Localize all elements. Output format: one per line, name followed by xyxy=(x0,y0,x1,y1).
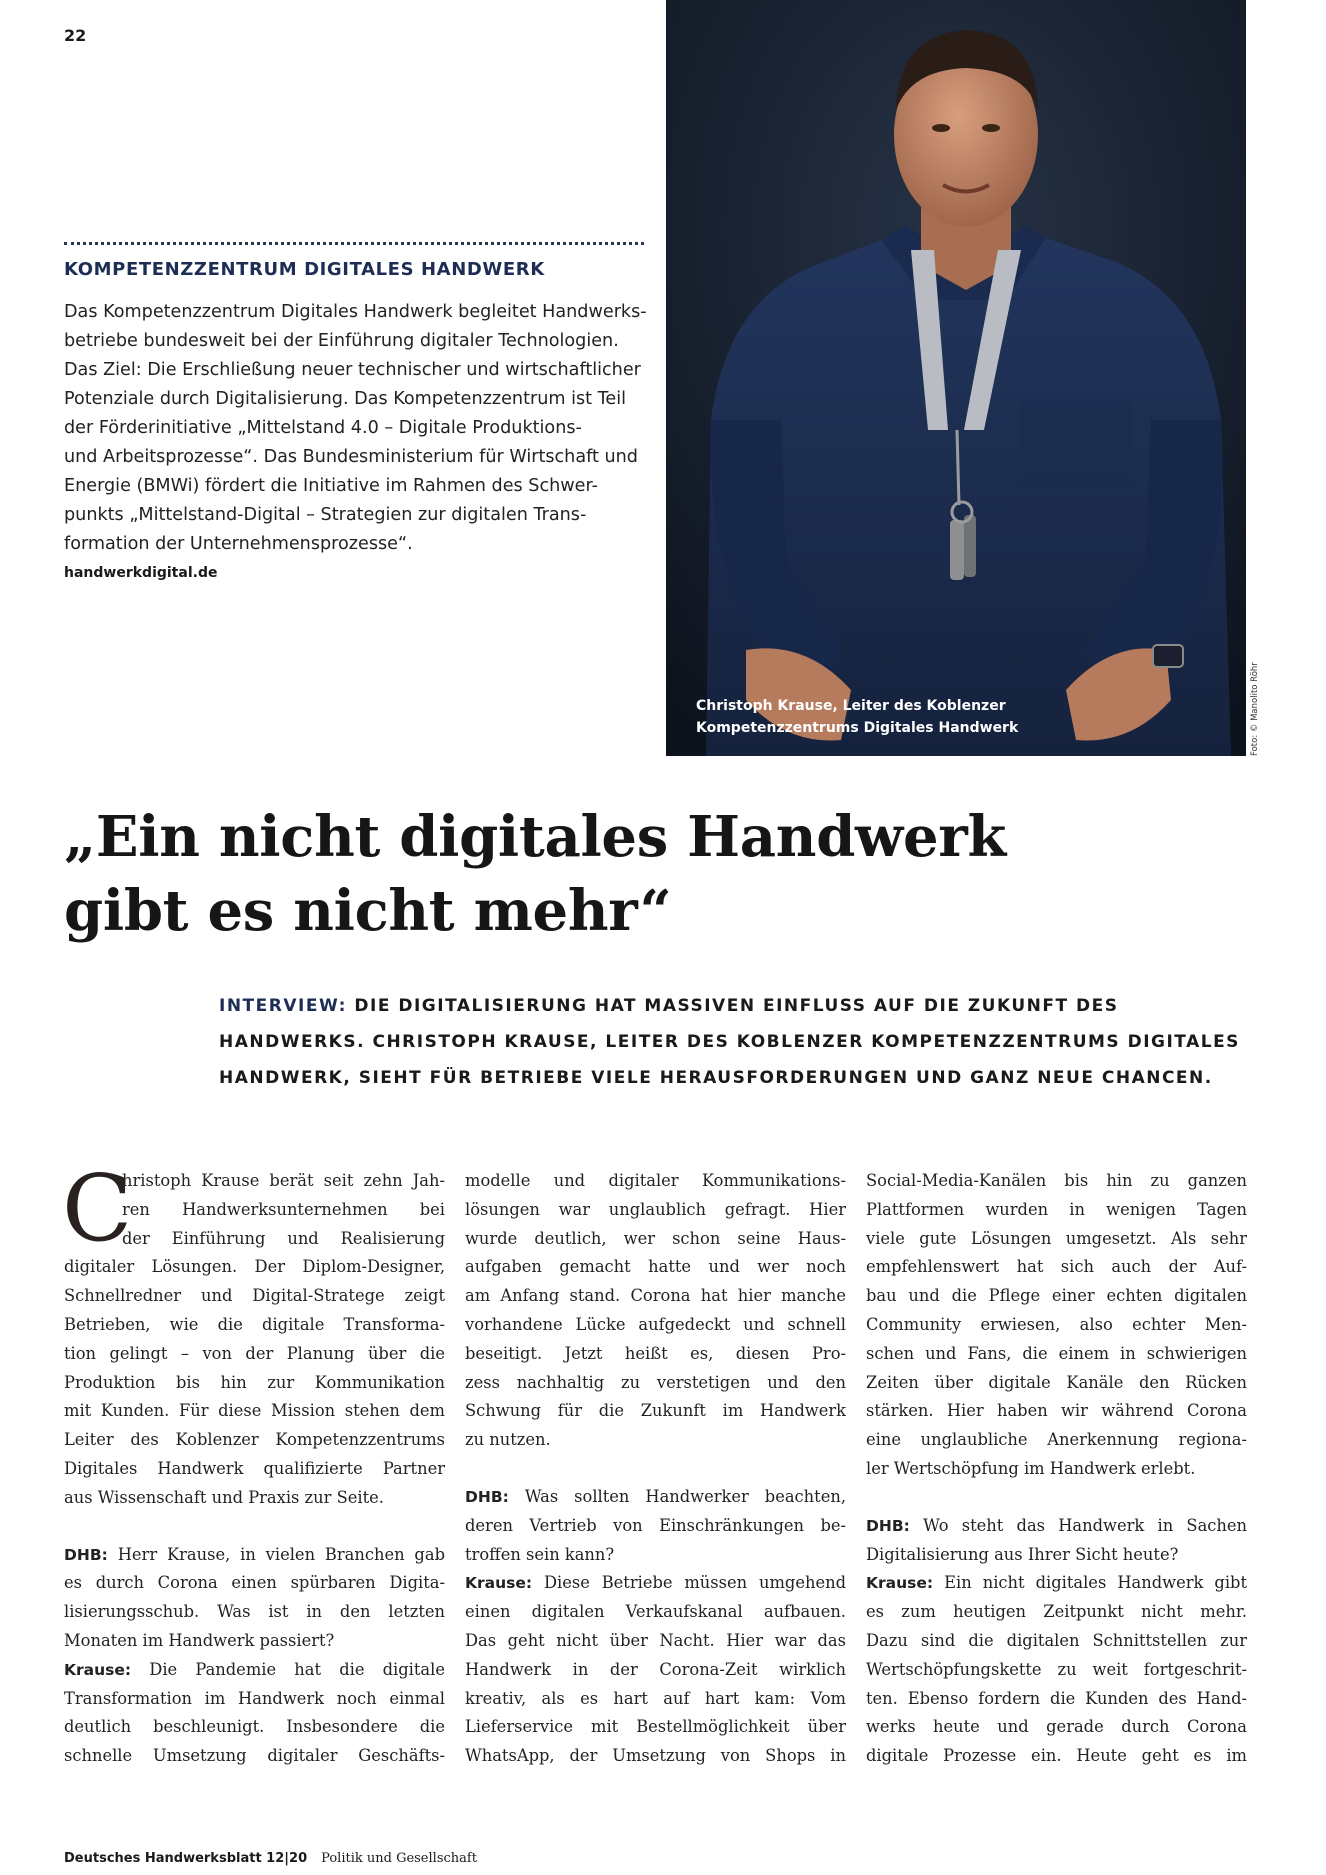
article-line: lösungen war unglaublich gefragt. Hier xyxy=(465,1199,846,1219)
headline xyxy=(64,800,1006,948)
article-line: empfehlenswert hat sich auch der Auf- xyxy=(866,1257,1247,1277)
photo-caption-line: Christoph Krause, Leiter des Koblenzer xyxy=(696,698,1006,714)
article-line: stärken. Hier haben wir während Corona xyxy=(866,1401,1247,1421)
answer-line: werks heute und gerade durch Corona xyxy=(866,1717,1247,1737)
info-box-line: Energie (BMWi) fördert die Initiative im Rahmen des Schwer- xyxy=(64,476,598,496)
info-box xyxy=(64,242,647,581)
question-line: Digitalisierung aus Ihrer Sicht heute? xyxy=(866,1544,1179,1564)
info-box-body xyxy=(64,298,647,559)
article-line: Digitales Handwerk qualifizierte Partner xyxy=(64,1458,445,1478)
article-line: der Einführung und Realisierung xyxy=(122,1228,445,1248)
article-line: bau und die Pflege einer echten digitalen xyxy=(866,1286,1247,1306)
article-column-2 xyxy=(465,1167,846,1771)
portrait-photo xyxy=(666,0,1246,756)
article-line: ren Handwerksunternehmen bei xyxy=(122,1199,445,1219)
answer-line xyxy=(64,1656,445,1685)
article-line: Community erwiesen, also echter Men- xyxy=(866,1314,1247,1334)
answer-line: Das geht nicht über Nacht. Hier war das xyxy=(465,1630,846,1650)
info-box-line: Das Ziel: Die Erschließung neuer technischer und wirtschaftlicher xyxy=(64,360,641,380)
question-label: DHB: xyxy=(465,1487,509,1506)
info-box-link[interactable]: handwerkdigital.de xyxy=(64,565,218,581)
lead-kicker: INTERVIEW: xyxy=(219,996,347,1016)
photo-caption xyxy=(696,695,1018,739)
question-label: DHB: xyxy=(64,1545,108,1564)
article-line: vorhandene Lücke aufgedeckt und schnell xyxy=(465,1314,846,1334)
footer-section: Politik und Gesellschaft xyxy=(321,1851,477,1866)
page-footer xyxy=(64,1851,477,1866)
article-line: eine unglaubliche Anerkennung regiona- xyxy=(866,1430,1247,1450)
article-line: hristoph Krause berät seit zehn Jah- xyxy=(122,1171,445,1190)
question-line: Monaten im Handwerk passiert? xyxy=(64,1630,335,1650)
answer-line: schnelle Umsetzung digitaler Geschäfts- xyxy=(64,1746,445,1766)
answer-text: Diese Betriebe müssen umgehend xyxy=(532,1573,846,1593)
question-text: Wo steht das Handwerk in Sachen xyxy=(909,1515,1247,1535)
article-line: Schnellredner und Digital-Stratege zeigt xyxy=(64,1286,445,1306)
question-text: Was sollten Handwerker beachten, xyxy=(508,1486,846,1506)
answer-line: Lieferservice mit Bestellmöglichkeit über xyxy=(465,1717,846,1737)
question-line xyxy=(64,1541,445,1570)
answer-line xyxy=(465,1569,846,1598)
page-number: 22 xyxy=(64,26,87,45)
article-line: digitaler Lösungen. Der Diplom-Designer, xyxy=(64,1257,445,1277)
lead-paragraph xyxy=(219,988,1240,1096)
info-box-line: der Förderinitiative „Mittelstand 4.0 – Digitale Produktions- xyxy=(64,418,582,438)
info-box-line: formation der Unternehmensprozesse“. xyxy=(64,534,413,554)
answer-line: deutlich beschleunigt. Insbesondere die xyxy=(64,1717,445,1737)
lead-line: HANDWERK, SIEHT FÜR BETRIEBE VIELE HERAUSFORDERUNGEN UND GANZ NEUE CHANCEN. xyxy=(219,1068,1213,1088)
answer-line: Transformation im Handwerk noch einmal xyxy=(64,1688,445,1708)
article-line: ler Wertschöpfung im Handwerk erlebt. xyxy=(866,1458,1196,1478)
article-line: zess nachhaltig zu verstetigen und den xyxy=(465,1372,846,1392)
drop-cap: C xyxy=(62,1155,133,1262)
article-line: Zeiten über digitale Kanäle den Rücken xyxy=(866,1372,1247,1392)
headline-line: gibt es nicht mehr“ xyxy=(64,878,672,944)
info-box-line: betriebe bundesweit bei der Einführung digitaler Technologien. xyxy=(64,331,619,351)
info-box-title: KOMPETENZZENTRUM DIGITALES HANDWERK xyxy=(64,259,545,280)
answer-line: es zum heutigen Zeitpunkt nicht mehr. xyxy=(866,1602,1247,1622)
article-line: Social-Media-Kanälen bis hin zu ganzen xyxy=(866,1171,1247,1190)
article-line: aufgaben gemacht hatte und wer noch xyxy=(465,1257,846,1277)
article-line: viele gute Lösungen umgesetzt. Als sehr xyxy=(866,1228,1247,1248)
lead-line xyxy=(219,988,1240,1024)
article-line: wurde deutlich, wer schon seine Haus- xyxy=(465,1228,846,1248)
answer-line: ten. Ebenso fordern die Kunden des Hand- xyxy=(866,1688,1247,1708)
answer-line: Dazu sind die digitalen Schnittstellen zur xyxy=(866,1630,1247,1650)
footer-publication: Deutsches Handwerksblatt 12|20 xyxy=(64,1851,308,1866)
answer-line: WhatsApp, der Umsetzung von Shops in xyxy=(465,1746,846,1766)
article-line: am Anfang stand. Corona hat hier manche xyxy=(465,1286,846,1306)
question-line: troffen sein kann? xyxy=(465,1544,615,1564)
article-line: zu nutzen. xyxy=(465,1430,551,1450)
article-line: Schwung für die Zukunft im Handwerk xyxy=(465,1401,846,1421)
info-box-line: und Arbeitsprozesse“. Das Bundesministerium für Wirtschaft und xyxy=(64,447,638,467)
article-line: Leiter des Koblenzer Kompetenzzentrums xyxy=(64,1430,445,1450)
answer-label: Krause: xyxy=(64,1660,132,1679)
info-box-line: Potenziale durch Digitalisierung. Das Kompetenzzentrum ist Teil xyxy=(64,389,627,409)
info-box-line: Das Kompetenzzentrum Digitales Handwerk begleitet Handwerks- xyxy=(64,302,647,322)
answer-line: kreativ, als es hart auf hart kam: Vom xyxy=(465,1688,846,1708)
question-label: DHB: xyxy=(866,1516,910,1535)
question-line: es durch Corona einen spürbaren Digita- xyxy=(64,1573,445,1593)
answer-text: Ein nicht digitales Handwerk gibt xyxy=(933,1573,1247,1593)
question-text: Herr Krause, in vielen Branchen gab xyxy=(107,1544,445,1564)
lead-text: DIE DIGITALISIERUNG HAT MASSIVEN EINFLUSS AUF DIE ZUKUNFT DES xyxy=(346,996,1119,1016)
article-line: mit Kunden. Für diese Mission stehen dem xyxy=(64,1401,445,1421)
article-line: aus Wissenschaft und Praxis zur Seite. xyxy=(64,1487,384,1507)
dotted-divider xyxy=(64,242,644,245)
question-line xyxy=(465,1483,846,1512)
answer-line: einen digitalen Verkaufskanal aufbauen. xyxy=(465,1602,846,1622)
question-line: deren Vertrieb von Einschränkungen be- xyxy=(465,1515,846,1535)
article-line: schen und Fans, die einem in schwierigen xyxy=(866,1343,1247,1363)
answer-label: Krause: xyxy=(465,1574,533,1593)
article-line: modelle und digitaler Kommunikations- xyxy=(465,1171,846,1190)
headline-line: „Ein nicht digitales Handwerk xyxy=(64,804,1006,870)
info-box-line: punkts „Mittelstand-Digital – Strategien zur digitalen Trans- xyxy=(64,505,587,525)
article-line: Plattformen wurden in wenigen Tagen xyxy=(866,1199,1247,1219)
answer-line: Wertschöpfungskette zu weit fortgeschrit- xyxy=(866,1659,1247,1679)
answer-label: Krause: xyxy=(866,1574,934,1593)
answer-text: Die Pandemie hat die digitale xyxy=(131,1659,445,1679)
portrait-illustration xyxy=(666,0,1246,756)
answer-line: Handwerk in der Corona-Zeit wirklich xyxy=(465,1659,846,1679)
article-line: tion gelingt – von der Planung über die xyxy=(64,1343,445,1363)
question-line: lisierungsschub. Was ist in den letzten xyxy=(64,1602,445,1622)
photo-credit: Foto: © Manolito Röhr xyxy=(1250,662,1260,756)
article-column-1 xyxy=(64,1167,445,1771)
lead-line: HANDWERKS. CHRISTOPH KRAUSE, LEITER DES KOBLENZER KOMPETENZZENTRUMS DIGITALES xyxy=(219,1032,1240,1052)
question-line xyxy=(866,1512,1247,1541)
article-column-3 xyxy=(866,1167,1247,1771)
article-line: beseitigt. Jetzt heißt es, diesen Pro- xyxy=(465,1343,846,1363)
answer-line: digitale Prozesse ein. Heute geht es im xyxy=(866,1746,1247,1766)
article-line: Produktion bis hin zur Kommunikation xyxy=(64,1372,445,1392)
answer-line xyxy=(866,1569,1247,1598)
article-line: Betrieben, wie die digitale Transforma- xyxy=(64,1314,445,1334)
photo-caption-line: Kompetenzzentrums Digitales Handwerk xyxy=(696,720,1019,736)
